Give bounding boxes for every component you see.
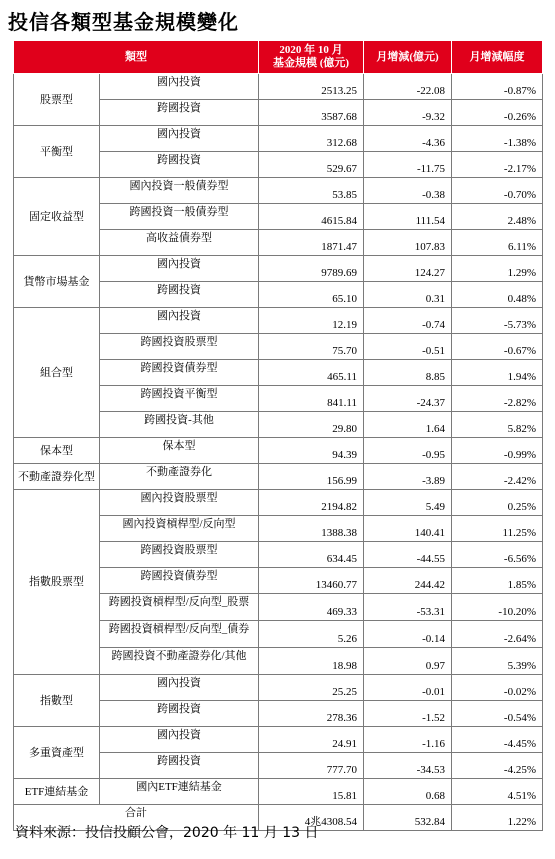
- monthly-change-cell: -0.51: [364, 334, 452, 360]
- fund-size-cell: 465.11: [259, 360, 364, 386]
- table-row: [14, 490, 543, 516]
- monthly-change-cell: 5.49: [364, 490, 452, 516]
- table-row: [14, 74, 543, 100]
- monthly-change-cell: -0.38: [364, 178, 452, 204]
- category-cell: 平衡型: [14, 126, 100, 178]
- subcategory-cell: 高收益債券型: [100, 230, 259, 256]
- monthly-change-cell: -22.08: [364, 74, 452, 100]
- subcategory-cell: 跨國投資股票型: [100, 542, 259, 568]
- category-cell: 固定收益型: [14, 178, 100, 256]
- table-row: [14, 779, 543, 805]
- fund-size-cell: 75.70: [259, 334, 364, 360]
- subcategory-cell: 國內投資槓桿型/反向型: [100, 516, 259, 542]
- monthly-pct-cell: 0.48%: [452, 282, 543, 308]
- monthly-pct-cell: 1.94%: [452, 360, 543, 386]
- fund-size-cell: 5.26: [259, 621, 364, 648]
- subcategory-cell: 跨國投資不動產證券化/其他: [100, 648, 259, 675]
- monthly-pct-cell: -2.17%: [452, 152, 543, 178]
- monthly-pct-cell: -0.99%: [452, 438, 543, 464]
- monthly-change-cell: 107.83: [364, 230, 452, 256]
- monthly-pct-cell: -0.70%: [452, 178, 543, 204]
- category-cell: 不動產證券化型: [14, 464, 100, 490]
- category-cell: 指數型: [14, 675, 100, 727]
- subcategory-cell: 國內投資: [100, 126, 259, 152]
- subcategory-cell: 國內投資: [100, 74, 259, 100]
- header-monthly-change: 月增減(億元): [364, 41, 452, 74]
- category-cell: 保本型: [14, 438, 100, 464]
- header-fund-size-line1: 2020 年 10 月: [279, 44, 343, 56]
- monthly-pct-cell: 11.25%: [452, 516, 543, 542]
- monthly-pct-cell: -4.25%: [452, 753, 543, 779]
- monthly-pct-cell: -6.56%: [452, 542, 543, 568]
- table-row: [14, 126, 543, 152]
- monthly-change-cell: 0.97: [364, 648, 452, 675]
- category-cell: 組合型: [14, 308, 100, 438]
- monthly-change-cell: -0.95: [364, 438, 452, 464]
- fund-size-cell: 9789.69: [259, 256, 364, 282]
- fund-size-cell: 4615.84: [259, 204, 364, 230]
- monthly-change-cell: -4.36: [364, 126, 452, 152]
- monthly-pct-cell: 1.29%: [452, 256, 543, 282]
- table-row: [14, 464, 543, 490]
- monthly-change-cell: -3.89: [364, 464, 452, 490]
- source-note: 資料來源：投信投顧公會，2020 年 11 月 13 日: [15, 825, 319, 841]
- monthly-pct-cell: 5.82%: [452, 412, 543, 438]
- total-label-cell: 合計: [14, 805, 259, 831]
- page-title: 投信各類型基金規模變化: [8, 10, 239, 34]
- fund-size-cell: 94.39: [259, 438, 364, 464]
- fund-size-cell: 312.68: [259, 126, 364, 152]
- category-cell: 貨幣市場基金: [14, 256, 100, 308]
- fund-size-cell: 156.99: [259, 464, 364, 490]
- header-category: 類型: [14, 41, 259, 74]
- monthly-pct-cell: -2.64%: [452, 621, 543, 648]
- monthly-change-cell: -11.75: [364, 152, 452, 178]
- monthly-pct-cell: -0.67%: [452, 334, 543, 360]
- subcategory-cell: 國內投資: [100, 727, 259, 753]
- monthly-pct-cell: 4.51%: [452, 779, 543, 805]
- subcategory-cell: 跨國投資: [100, 282, 259, 308]
- monthly-pct-cell: 5.39%: [452, 648, 543, 675]
- category-cell: 多重資產型: [14, 727, 100, 779]
- subcategory-cell: 國內投資: [100, 256, 259, 282]
- category-cell: ETF連結基金: [14, 779, 100, 805]
- header-monthly-pct: 月增減幅度: [452, 41, 543, 74]
- monthly-change-cell: -0.14: [364, 621, 452, 648]
- monthly-change-cell: -1.52: [364, 701, 452, 727]
- fund-size-cell: 278.36: [259, 701, 364, 727]
- fund-size-cell: 777.70: [259, 753, 364, 779]
- table-row: [14, 256, 543, 282]
- fund-size-cell: 1871.47: [259, 230, 364, 256]
- fund-size-cell: 12.19: [259, 308, 364, 334]
- header-fund-size: [259, 41, 364, 74]
- category-cell: 指數股票型: [14, 490, 100, 675]
- subcategory-cell: 國內投資: [100, 308, 259, 334]
- subcategory-cell: 跨國投資債券型: [100, 360, 259, 386]
- total-pct-cell: 1.22%: [452, 805, 543, 831]
- monthly-change-cell: 8.85: [364, 360, 452, 386]
- fund-size-table: [13, 40, 543, 831]
- fund-size-cell: 15.81: [259, 779, 364, 805]
- subcategory-cell: 國內投資: [100, 675, 259, 701]
- fund-size-cell: 1388.38: [259, 516, 364, 542]
- total-change-cell: 532.84: [364, 805, 452, 831]
- monthly-pct-cell: -0.87%: [452, 74, 543, 100]
- monthly-change-cell: -9.32: [364, 100, 452, 126]
- monthly-pct-cell: 6.11%: [452, 230, 543, 256]
- fund-size-cell: 3587.68: [259, 100, 364, 126]
- subcategory-cell: 跨國投資: [100, 152, 259, 178]
- table-row: [14, 675, 543, 701]
- fund-size-cell: 25.25: [259, 675, 364, 701]
- fund-size-cell: 13460.77: [259, 568, 364, 594]
- table-row: [14, 308, 543, 334]
- monthly-pct-cell: -4.45%: [452, 727, 543, 753]
- subcategory-cell: 跨國投資-其他: [100, 412, 259, 438]
- subcategory-cell: 保本型: [100, 438, 259, 464]
- table-body: [14, 74, 543, 831]
- subcategory-cell: 跨國投資股票型: [100, 334, 259, 360]
- monthly-change-cell: 1.64: [364, 412, 452, 438]
- monthly-change-cell: 140.41: [364, 516, 452, 542]
- total-size-cell: 4兆4308.54: [259, 805, 364, 831]
- monthly-change-cell: -53.31: [364, 594, 452, 621]
- table-row: [14, 178, 543, 204]
- monthly-pct-cell: 1.85%: [452, 568, 543, 594]
- monthly-pct-cell: 0.25%: [452, 490, 543, 516]
- table-row: [14, 727, 543, 753]
- monthly-pct-cell: -2.82%: [452, 386, 543, 412]
- fund-size-cell: 469.33: [259, 594, 364, 621]
- subcategory-cell: 國內投資股票型: [100, 490, 259, 516]
- subcategory-cell: 不動產證券化: [100, 464, 259, 490]
- fund-size-cell: 2513.25: [259, 74, 364, 100]
- monthly-pct-cell: 2.48%: [452, 204, 543, 230]
- monthly-change-cell: -34.53: [364, 753, 452, 779]
- subcategory-cell: 跨國投資: [100, 701, 259, 727]
- subcategory-cell: 跨國投資一般債券型: [100, 204, 259, 230]
- subcategory-cell: 國內ETF連結基金: [100, 779, 259, 805]
- monthly-pct-cell: -5.73%: [452, 308, 543, 334]
- fund-size-cell: 29.80: [259, 412, 364, 438]
- header-fund-size-line2: 基金規模 (億元): [272, 57, 350, 69]
- monthly-change-cell: -44.55: [364, 542, 452, 568]
- table-row: [14, 438, 543, 464]
- fund-size-cell: 24.91: [259, 727, 364, 753]
- fund-size-cell: 53.85: [259, 178, 364, 204]
- monthly-change-cell: -1.16: [364, 727, 452, 753]
- fund-size-cell: 634.45: [259, 542, 364, 568]
- subcategory-cell: 跨國投資債券型: [100, 568, 259, 594]
- subcategory-cell: 跨國投資槓桿型/反向型_股票: [100, 594, 259, 621]
- monthly-pct-cell: -0.54%: [452, 701, 543, 727]
- monthly-pct-cell: -1.38%: [452, 126, 543, 152]
- monthly-change-cell: -24.37: [364, 386, 452, 412]
- subcategory-cell: 跨國投資平衡型: [100, 386, 259, 412]
- monthly-change-cell: 0.68: [364, 779, 452, 805]
- monthly-change-cell: -0.01: [364, 675, 452, 701]
- subcategory-cell: 跨國投資: [100, 100, 259, 126]
- subcategory-cell: 跨國投資: [100, 753, 259, 779]
- monthly-change-cell: 244.42: [364, 568, 452, 594]
- category-cell: 股票型: [14, 74, 100, 126]
- table-header-row: [14, 41, 543, 74]
- fund-size-cell: 2194.82: [259, 490, 364, 516]
- subcategory-cell: 國內投資一般債券型: [100, 178, 259, 204]
- fund-size-cell: 65.10: [259, 282, 364, 308]
- monthly-change-cell: 111.54: [364, 204, 452, 230]
- monthly-pct-cell: -0.26%: [452, 100, 543, 126]
- monthly-pct-cell: -2.42%: [452, 464, 543, 490]
- monthly-change-cell: 0.31: [364, 282, 452, 308]
- fund-size-cell: 18.98: [259, 648, 364, 675]
- fund-size-cell: 841.11: [259, 386, 364, 412]
- monthly-pct-cell: -10.20%: [452, 594, 543, 621]
- subcategory-cell: 跨國投資槓桿型/反向型_債券: [100, 621, 259, 648]
- monthly-change-cell: 124.27: [364, 256, 452, 282]
- fund-size-cell: 529.67: [259, 152, 364, 178]
- monthly-pct-cell: -0.02%: [452, 675, 543, 701]
- monthly-change-cell: -0.74: [364, 308, 452, 334]
